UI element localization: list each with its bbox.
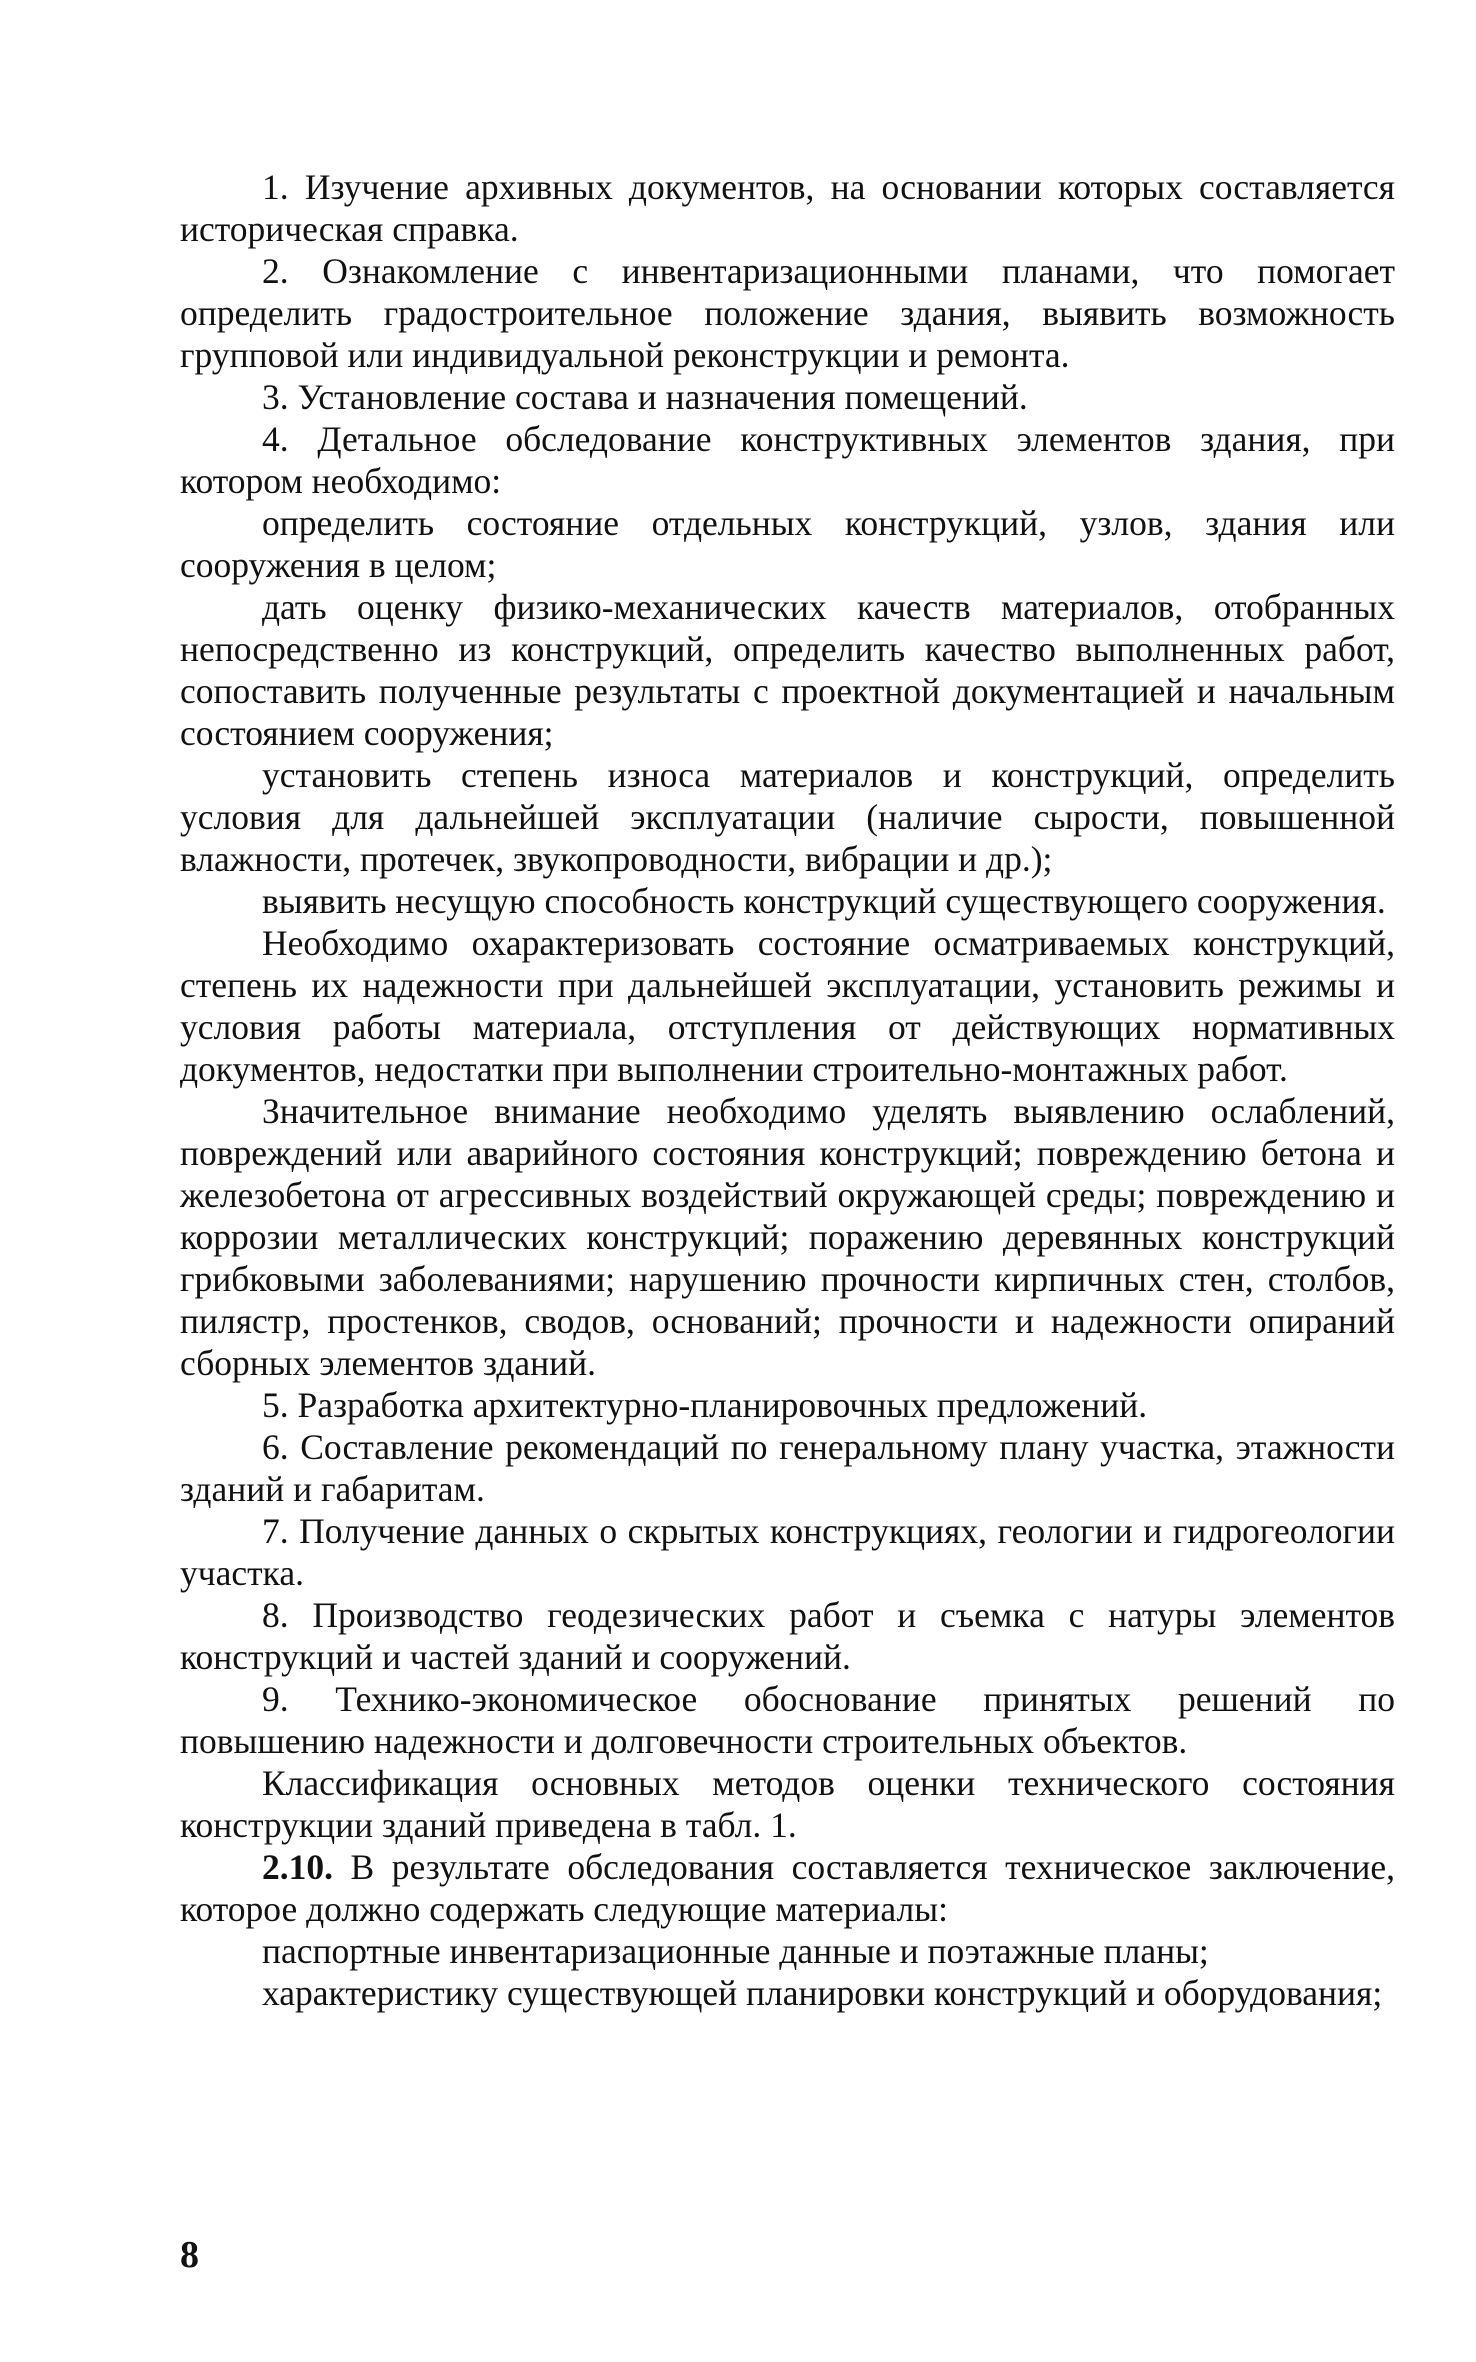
paragraph-characterize [180,922,1395,1090]
item-number: 5. [262,1385,289,1425]
item-number: 1. [262,167,289,207]
section-number: 2.10. [262,1847,333,1887]
paragraph-text: Разработка архитектурно-планировочных предложений. [297,1385,1148,1425]
item-number: 6. [262,1427,289,1467]
subitem-assess-materials [180,586,1395,754]
paragraph-text: Необходимо охарактеризовать состояние осматриваемых конструкций, степень их надежности при дальнейшей эксплуатации, установить режимы и условия работы материала, отступления от действующих нормативных документов, недостатки при выполнении строительно-монтажных работ. [180,923,1395,1089]
item-number: 3. [262,377,289,417]
paragraph-text: Значительное внимание необходимо уделять выявлению ослаблений, повреждений или аварийного состояния конструкций; повреждению бетона и железобетона от агрессивных воздействий окружающей среды; повреждению и коррозии металлических конструкций; поражению деревянных конструкций грибковыми заболеваниями; нарушению прочности кирпичных стен, столбов, пилястр, простенков, сводов, оснований; прочности и надежности опираний сборных элементов зданий. [180,1091,1395,1383]
paragraph-text: Детальное обследование конструктивных элементов здания, при котором необходимо: [180,419,1396,501]
paragraph-text: выявить несущую способность конструкций существующего сооружения. [262,881,1386,921]
paragraph-item-2-10 [180,1846,1395,1930]
paragraph-text: В результате обследования составляется техническое заключение, которое должно содержать следующие материалы: [180,1847,1395,1929]
paragraph-item-5 [180,1384,1395,1426]
paragraph-text: Классификация основных методов оценки технического состояния конструкции зданий приведена в табл. 1. [180,1763,1395,1845]
paragraph-item-2 [180,250,1395,376]
subitem-bearing-capacity [180,880,1395,922]
paragraph-text: установить степень износа материалов и конструкций, определить условия для дальнейшей эксплуатации (наличие сырости, повышенной влажности, протечек, звукопроводности, вибрации и др.); [180,755,1395,879]
subitem-wear-degree [180,754,1395,880]
paragraph-item-6 [180,1426,1395,1510]
page-number: 8 [180,2234,199,2276]
paragraph-item-8 [180,1594,1395,1678]
subitem-passport-data [180,1930,1395,1972]
paragraph-text: Получение данных о скрытых конструкциях, геологии и гидрогеологии участка. [180,1511,1396,1593]
paragraph-text: определить состояние отдельных конструкций, узлов, здания или сооружения в целом; [180,503,1395,585]
paragraph-text: дать оценку физико-механических качеств материалов, отобранных непосредственно из конструкций, определить качество выполненных работ, сопоставить полученные результаты с проектной документацией и начальным состоянием сооружения; [180,587,1395,753]
paragraph-text: паспортные инвентаризационные данные и поэтажные планы; [262,1931,1209,1971]
paragraph-text: Составление рекомендаций по генеральному плану участка, этажности зданий и габаритам. [180,1427,1395,1509]
paragraph-text: Изучение архивных документов, на основании которых составляется историческая справка. [180,167,1396,249]
paragraph-text: Технико-экономическое обоснование принятых решений по повышению надежности и долговечности строительных объектов. [180,1679,1395,1761]
item-number: 8. [262,1595,289,1635]
paragraph-text: Установление состава и назначения помещений. [297,377,1028,417]
paragraph-item-7 [180,1510,1395,1594]
subitem-define-state [180,502,1395,586]
paragraph-attention [180,1090,1395,1384]
paragraph-item-4 [180,418,1395,502]
paragraph-item-3 [180,376,1395,418]
paragraph-classification [180,1762,1395,1846]
item-number: 9. [262,1679,289,1719]
paragraph-item-9 [180,1678,1395,1762]
paragraph-text: Производство геодезических работ и съемка с натуры элементов конструкций и частей зданий и сооружений. [180,1595,1396,1677]
item-number: 4. [262,419,289,459]
paragraph-text: Ознакомление с инвентаризационными планами, что помогает определить градостроительное положение здания, выявить возможность групповой или индивидуальной реконструкции и ремонта. [180,251,1396,375]
subitem-layout-characteristics [180,1972,1395,2014]
paragraph-item-1 [180,166,1395,250]
item-number: 7. [262,1511,289,1551]
item-number: 2. [262,251,289,291]
page-body [180,166,1395,2014]
paragraph-text: характеристику существующей планировки конструкций и оборудования; [262,1973,1383,2013]
